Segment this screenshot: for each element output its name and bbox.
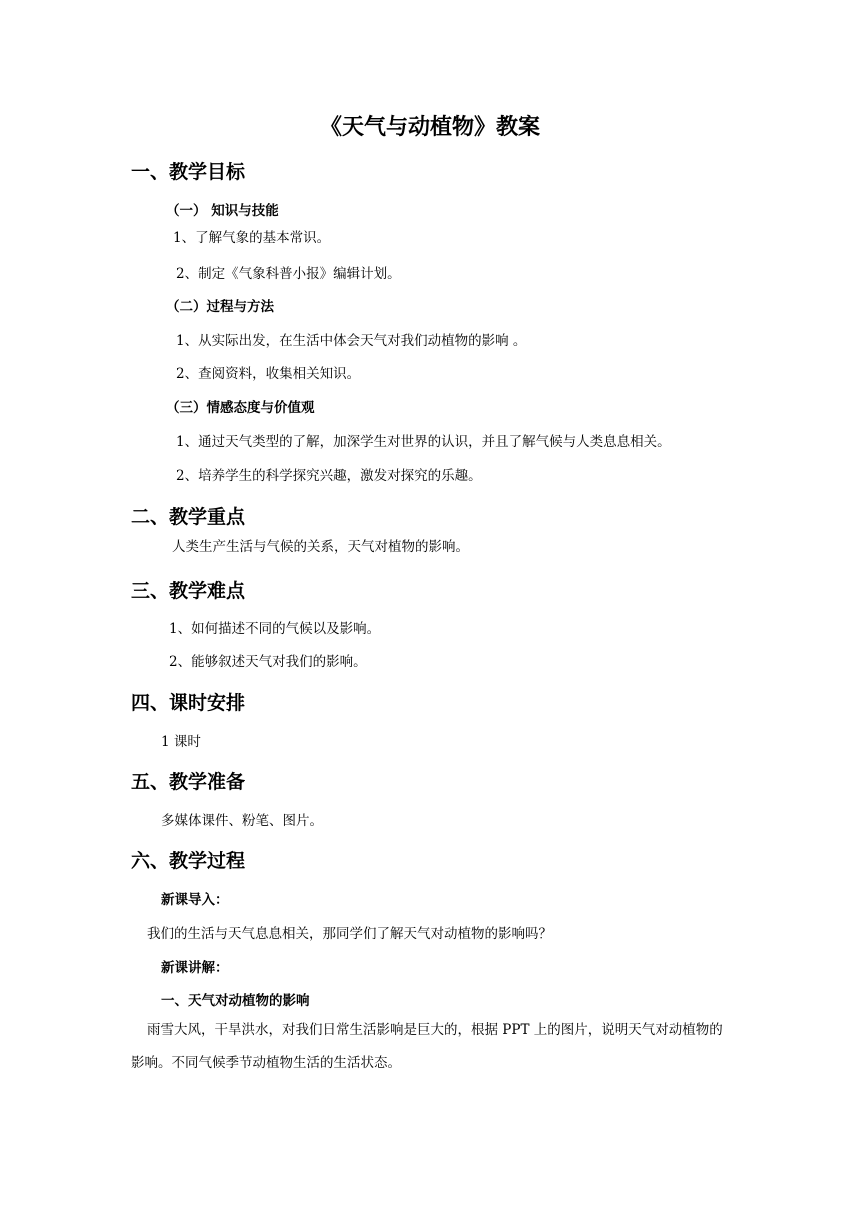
subheading-knowledge-skills: （一） 知识与技能 xyxy=(166,203,279,219)
section-heading-preparation: 五、教学准备 xyxy=(131,771,246,793)
list-item: 1、从实际出发，在生活中体会天气对我们动植物的影响 。 xyxy=(176,333,527,349)
part1-paragraph: 雨雪大风，干旱洪水，对我们日常生活影响是巨大的，根据 PPT 上的图片，说明天气对动植物的影响。不同气候季节动植物生活的生活状态。 xyxy=(131,1022,723,1071)
intro-label: 新课导入： xyxy=(161,892,229,908)
schedule-text: 1 课时 xyxy=(161,734,201,750)
lecture-label: 新课讲解： xyxy=(161,960,229,976)
subheading-process-methods: （二）过程与方法 xyxy=(166,299,274,315)
section-heading-schedule: 四、课时安排 xyxy=(131,692,246,714)
preparation-text: 多媒体课件、粉笔、图片。 xyxy=(161,813,323,829)
list-item: 1、了解气象的基本常识。 xyxy=(173,230,331,246)
list-item: 2、制定《气象科普小报》编辑计划。 xyxy=(176,266,401,282)
section-heading-process: 六、教学过程 xyxy=(131,850,246,872)
section-heading-objectives: 一、教学目标 xyxy=(131,161,246,183)
key-points-text: 人类生产生活与气候的关系，天气对植物的影响。 xyxy=(172,539,469,555)
list-item: 1、通过天气类型的了解，加深学生对世界的认识，并且了解气候与人类息息相关。 xyxy=(176,434,671,450)
document-title: 《天气与动植物》教案 xyxy=(319,114,540,140)
list-item: 2、查阅资料，收集相关知识。 xyxy=(176,366,361,382)
section-heading-key-points: 二、教学重点 xyxy=(131,506,246,528)
subheading-attitudes-values: （三）情感态度与价值观 xyxy=(166,400,315,416)
list-item: 2、培养学生的科学探究兴趣，激发对探究的乐趣。 xyxy=(176,468,482,484)
list-item: 2、能够叙述天气对我们的影响。 xyxy=(169,654,367,670)
list-item: 1、如何描述不同的气候以及影响。 xyxy=(169,621,381,637)
intro-text: 我们的生活与天气息息相关，那同学们了解天气对动植物的影响吗？ xyxy=(147,926,552,942)
part1-heading: 一、天气对动植物的影响 xyxy=(161,993,310,1009)
section-heading-difficulties: 三、教学难点 xyxy=(131,580,246,602)
